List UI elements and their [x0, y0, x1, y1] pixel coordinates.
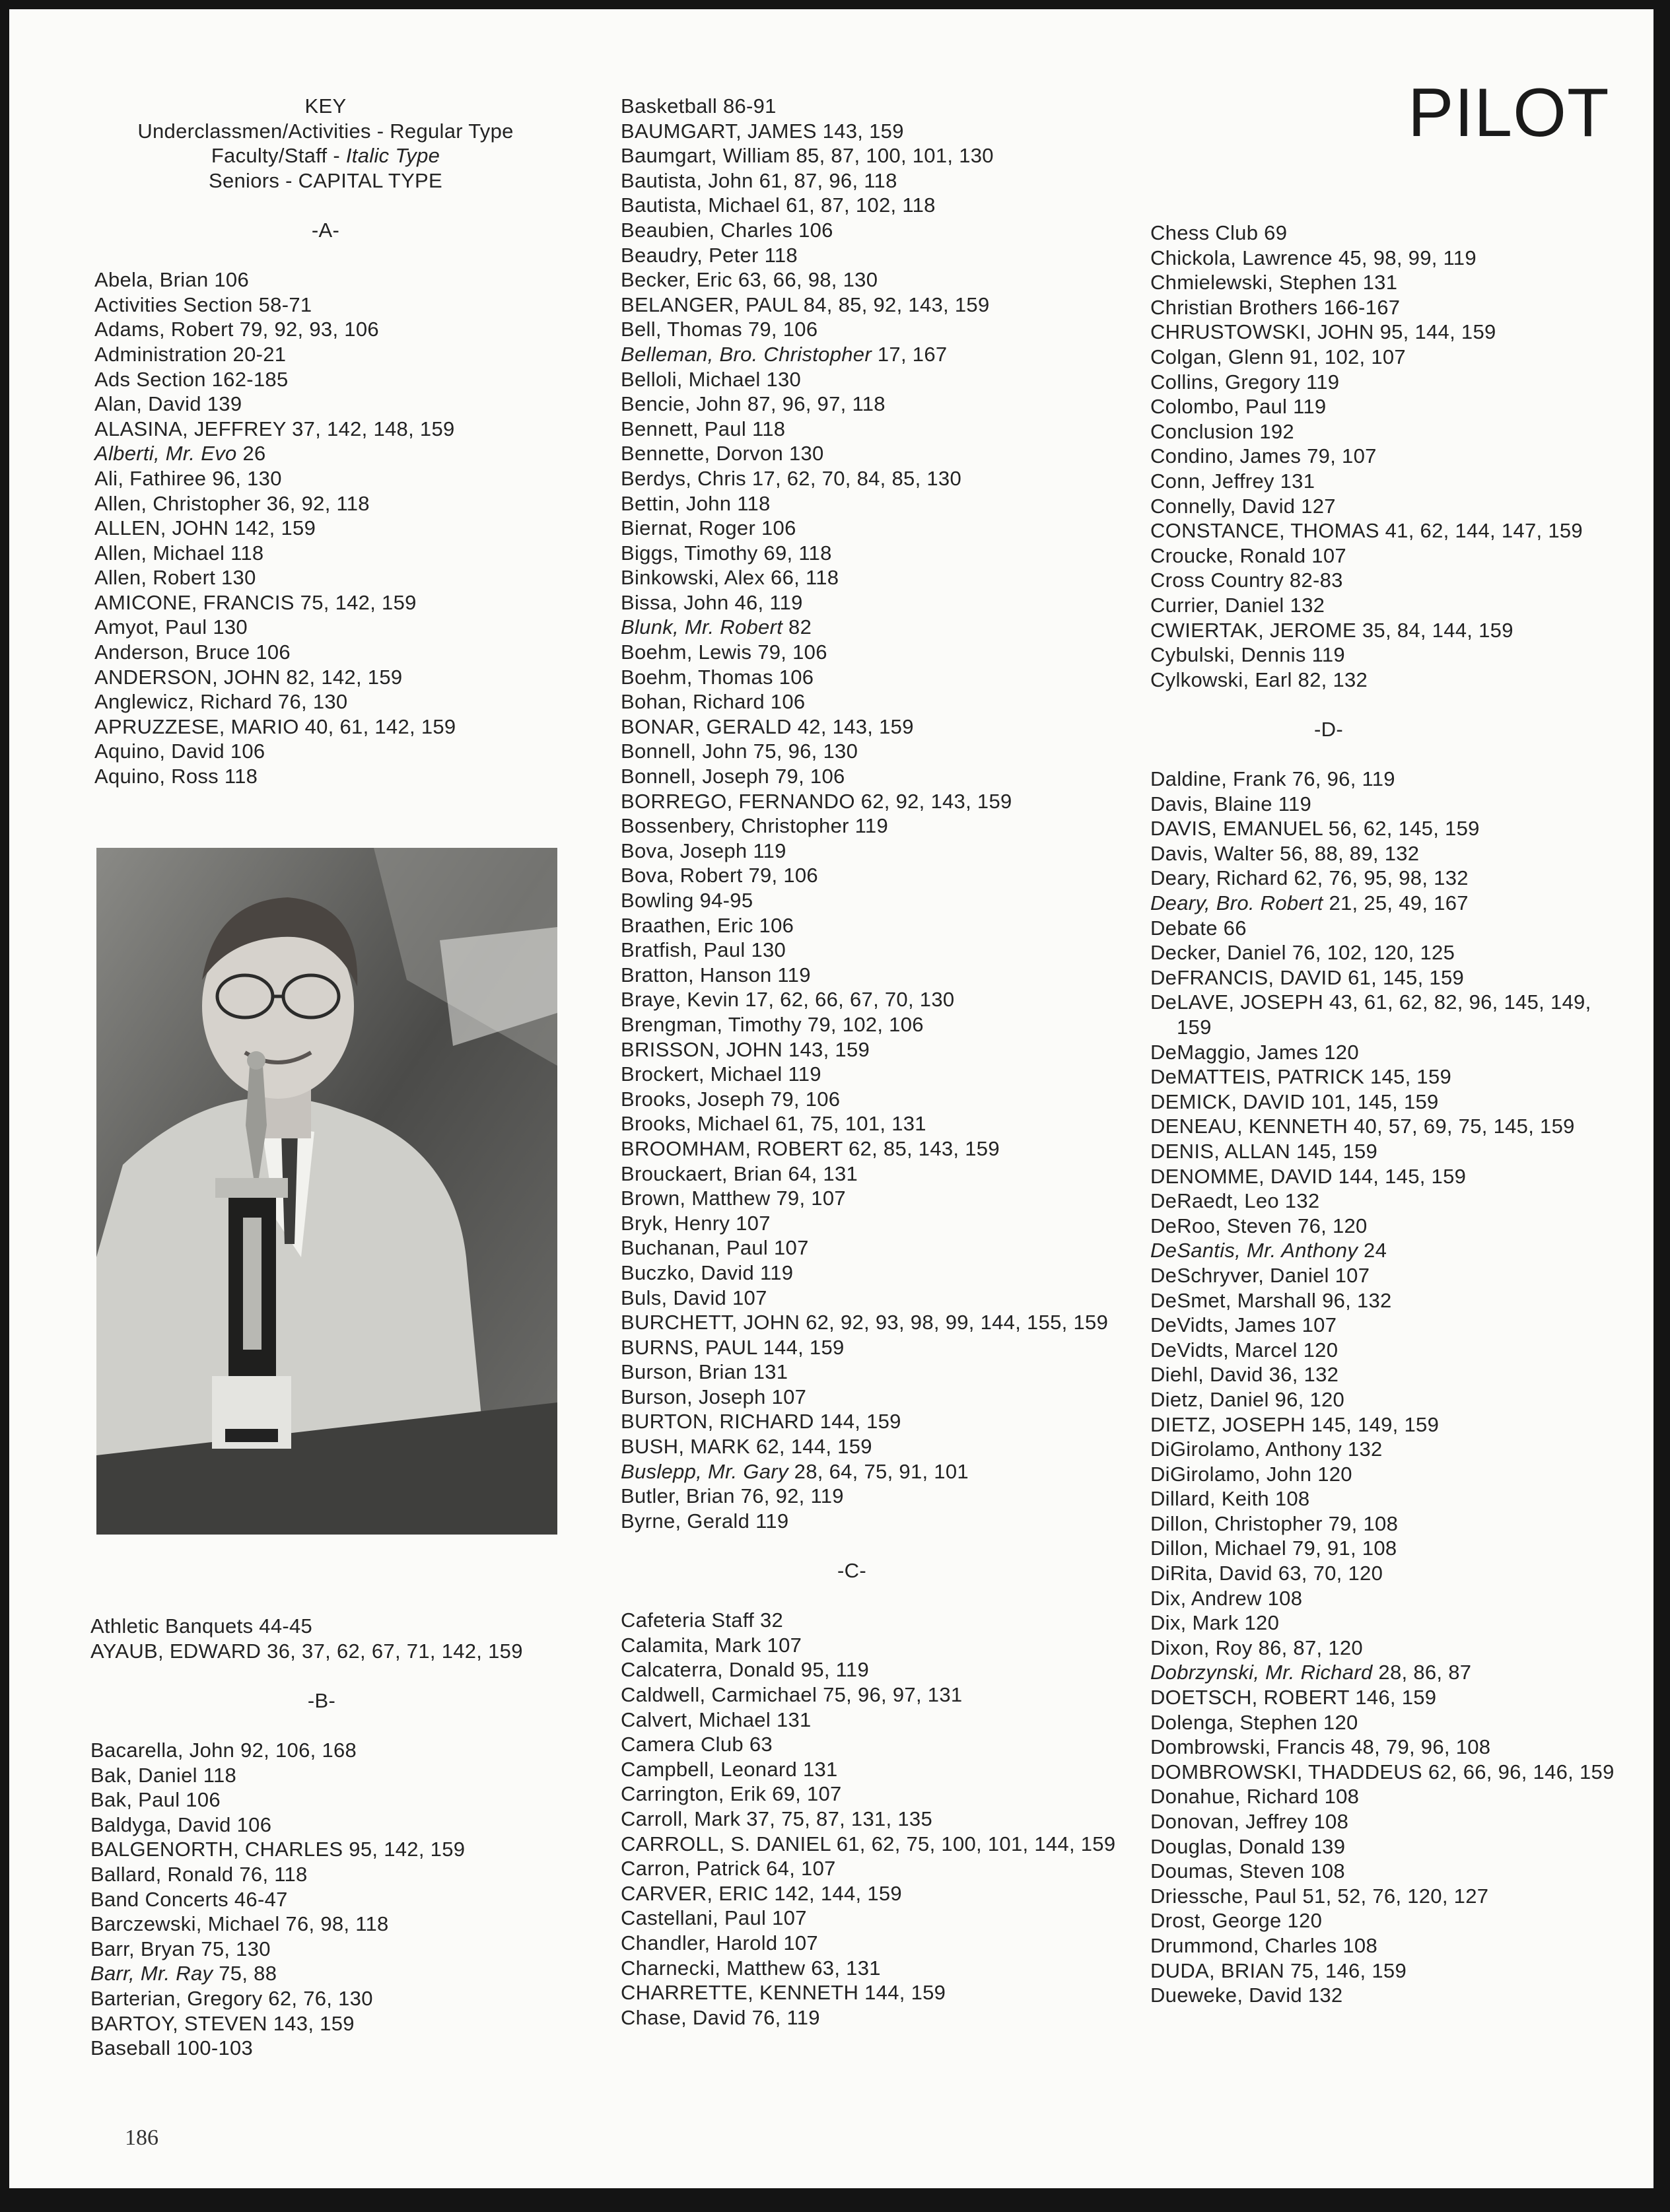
index-entry: Drost, George 120: [1150, 1909, 1323, 1933]
page-refs: 28, 86, 87: [1372, 1661, 1472, 1684]
index-entry: Dolenga, Stephen 120: [1150, 1710, 1358, 1734]
index-entry: CHARRETTE, KENNETH 144, 159: [621, 1981, 946, 2005]
index-entry: Dietz, Daniel 96, 120: [1150, 1387, 1345, 1411]
index-list-b: [90, 1738, 566, 2061]
index-entry: Brooks, Michael 61, 75, 101, 131: [621, 1112, 926, 1136]
index-entry: Cafeteria Staff 32: [621, 1608, 784, 1632]
index-entry: Athletic Banquets 44-45: [90, 1614, 313, 1638]
index-entry: Douglas, Donald 139: [1150, 1834, 1346, 1858]
index-entry: Bova, Joseph 119: [621, 839, 786, 862]
index-entry: Ballard, Ronald 76, 118: [90, 1862, 308, 1886]
index-entry: DENEAU, KENNETH 40, 57, 69, 75, 145, 159: [1150, 1115, 1575, 1138]
page-refs: 21, 25, 49, 167: [1323, 891, 1469, 915]
index-entry: Bak, Paul 106: [90, 1788, 221, 1812]
index-entry: Calamita, Mark 107: [621, 1633, 802, 1657]
index-entry: Conclusion 192: [1150, 419, 1294, 443]
index-entry: Anderson, Bruce 106: [94, 640, 291, 664]
index-entry: Chase, David 76, 119: [621, 2005, 820, 2029]
index-entry: DeRoo, Steven 76, 120: [1150, 1214, 1368, 1237]
key-line-faculty-label: Faculty/Staff -: [211, 144, 346, 168]
index-entry: CHRUSTOWSKI, JOHN 95, 144, 159: [1150, 320, 1496, 344]
index-entry: [1150, 891, 1626, 916]
index-entry: BRISSON, JOHN 143, 159: [621, 1037, 870, 1061]
index-list-a: [94, 267, 557, 788]
index-entry: Debate 66: [1150, 916, 1247, 940]
index-entry: BROOMHAM, ROBERT 62, 85, 143, 159: [621, 1136, 1000, 1160]
index-entry: DENIS, ALLAN 145, 159: [1150, 1139, 1378, 1163]
key-line-faculty: [94, 143, 557, 168]
index-entry: BORREGO, FERNANDO 62, 92, 143, 159: [621, 789, 1012, 813]
index-column-2: [621, 94, 1136, 2030]
index-entry: Croucke, Ronald 107: [1150, 543, 1346, 567]
index-entry: Abela, Brian 106: [94, 268, 250, 292]
index-entry: Chandler, Harold 107: [621, 1931, 818, 1954]
page-refs: 17, 167: [871, 342, 948, 366]
index-entry: Daldine, Frank 76, 96, 119: [1150, 767, 1395, 791]
index-entry: Binkowski, Alex 66, 118: [621, 566, 839, 590]
page-refs: 75, 88: [213, 1962, 277, 1986]
index-entry: Boehm, Thomas 106: [621, 665, 814, 689]
index-entry: Allen, Christopher 36, 92, 118: [94, 491, 370, 515]
index-entry: Chmielewski, Stephen 131: [1150, 271, 1398, 294]
index-entry: Davis, Blaine 119: [1150, 792, 1312, 815]
index-entry: Doumas, Steven 108: [1150, 1859, 1345, 1883]
index-entry: Bak, Daniel 118: [90, 1763, 237, 1787]
index-entry: Cross Country 82-83: [1150, 569, 1343, 592]
index-entry: APRUZZESE, MARIO 40, 61, 142, 159: [94, 714, 456, 738]
index-entry: Anglewicz, Richard 76, 130: [94, 690, 348, 714]
page-refs: 24: [1358, 1239, 1387, 1262]
faculty-name: Blunk, Mr. Robert: [621, 615, 783, 639]
index-entry: Amyot, Paul 130: [94, 615, 248, 639]
faculty-name: Deary, Bro. Robert: [1150, 891, 1323, 915]
index-entry: Ads Section 162-185: [94, 367, 289, 391]
index-entry: DeSchryver, Daniel 107: [1150, 1263, 1370, 1287]
index-entry: Bowling 94-95: [621, 889, 753, 912]
index-entry: Drummond, Charles 108: [1150, 1933, 1377, 1957]
index-entry: Bohan, Richard 106: [621, 690, 806, 714]
index-entry: Carrington, Erik 69, 107: [621, 1782, 842, 1806]
key-legend: [94, 94, 557, 193]
index-entry: Bonnell, Joseph 79, 106: [621, 765, 845, 788]
index-entry: Bell, Thomas 79, 106: [621, 318, 818, 341]
index-entry: Driessche, Paul 51, 52, 76, 120, 127: [1150, 1884, 1489, 1908]
index-entry: [621, 615, 1136, 640]
index-entry: [621, 342, 1136, 367]
index-entry: Chess Club 69: [1150, 221, 1288, 244]
index-entry: Band Concerts 46-47: [90, 1887, 288, 1911]
section-letter-a: -A-: [311, 218, 340, 242]
index-entry: Butler, Brian 76, 92, 119: [621, 1484, 844, 1508]
student-trophy-photo: [96, 848, 557, 1535]
index-entry: Bautista, John 61, 87, 96, 118: [621, 168, 897, 192]
index-entry: Dix, Mark 120: [1150, 1611, 1280, 1635]
faculty-name: DeSantis, Mr. Anthony: [1150, 1239, 1358, 1262]
index-entry: Berdys, Chris 17, 62, 70, 84, 85, 130: [621, 466, 962, 490]
index-entry: Currier, Daniel 132: [1150, 593, 1325, 617]
index-entry: Activities Section 58-71: [94, 293, 312, 316]
index-entry: Donovan, Jeffrey 108: [1150, 1810, 1349, 1833]
index-entry: Barterian, Gregory 62, 76, 130: [90, 1986, 373, 2010]
index-entry: Basketball 86-91: [621, 94, 777, 118]
index-entry: CONSTANCE, THOMAS 41, 62, 144, 147, 159: [1150, 519, 1583, 543]
index-entry: Biernat, Roger 106: [621, 516, 796, 540]
index-entry: Baldyga, David 106: [90, 1813, 272, 1836]
page-number: 186: [125, 2126, 158, 2150]
index-entry: Baumgart, William 85, 87, 100, 101, 130: [621, 144, 994, 168]
index-entry: Brouckaert, Brian 64, 131: [621, 1161, 858, 1185]
index-entry: DiRita, David 63, 70, 120: [1150, 1562, 1383, 1585]
index-list-d: [1150, 767, 1626, 2008]
index-entry: Barr, Bryan 75, 130: [90, 1937, 271, 1960]
index-entry: DeVidts, Marcel 120: [1150, 1338, 1339, 1362]
index-entry: Carron, Patrick 64, 107: [621, 1857, 836, 1881]
index-entry: Chickola, Lawrence 45, 98, 99, 119: [1150, 246, 1477, 269]
index-entry: [1150, 1238, 1626, 1263]
key-title: KEY: [304, 94, 347, 118]
index-entry: Colgan, Glenn 91, 102, 107: [1150, 345, 1406, 368]
index-column-3: [1150, 221, 1626, 2008]
index-entry: Aquino, Ross 118: [94, 765, 258, 788]
index-entry: Brengman, Timothy 79, 102, 106: [621, 1012, 924, 1036]
index-entry: ALLEN, JOHN 142, 159: [94, 516, 316, 540]
index-entry: Dixon, Roy 86, 87, 120: [1150, 1636, 1363, 1659]
index-entry: BURTON, RICHARD 144, 159: [621, 1410, 901, 1434]
index-entry: Bettin, John 118: [621, 491, 771, 515]
index-entry: Alan, David 139: [94, 392, 242, 416]
page-refs: 26: [236, 442, 266, 466]
index-entry: Brockert, Michael 119: [621, 1062, 821, 1086]
index-entry: BUSH, MARK 62, 144, 159: [621, 1435, 872, 1459]
index-entry: BARTOY, STEVEN 143, 159: [90, 2011, 355, 2035]
index-entry: DiGirolamo, John 120: [1150, 1462, 1352, 1486]
index-entry: DiGirolamo, Anthony 132: [1150, 1437, 1383, 1461]
index-entry: Ali, Fathiree 96, 130: [94, 466, 282, 490]
faculty-name: Barr, Mr. Ray: [90, 1962, 213, 1986]
index-entry: Bonnell, John 75, 96, 130: [621, 740, 858, 763]
index-entry: Buchanan, Paul 107: [621, 1236, 809, 1260]
index-entry: Adams, Robert 79, 92, 93, 106: [94, 318, 379, 341]
index-entry: Donahue, Richard 108: [1150, 1785, 1360, 1809]
index-entry: [1150, 1660, 1626, 1685]
index-entry: Dillon, Michael 79, 91, 108: [1150, 1537, 1397, 1560]
index-entry: DAVIS, EMANUEL 56, 62, 145, 159: [1150, 817, 1480, 841]
index-entry: Barczewski, Michael 76, 98, 118: [90, 1912, 389, 1936]
index-entry: [621, 1459, 1136, 1484]
key-line-faculty-italic: Italic Type: [345, 144, 440, 168]
index-entry: Condino, James 79, 107: [1150, 444, 1377, 468]
index-entry: DOETSCH, ROBERT 146, 159: [1150, 1686, 1437, 1710]
section-letter-b: -B-: [307, 1688, 336, 1712]
index-entry: Becker, Eric 63, 66, 98, 130: [621, 268, 878, 292]
index-entry: Bennett, Paul 118: [621, 417, 786, 440]
index-entry: Biggs, Timothy 69, 118: [621, 541, 832, 565]
index-entry: Buls, David 107: [621, 1286, 767, 1309]
index-entry: Brown, Matthew 79, 107: [621, 1187, 846, 1210]
index-entry: BURCHETT, JOHN 62, 92, 93, 98, 99, 144, 155, 159: [621, 1311, 1109, 1334]
index-entry: Administration 20-21: [94, 342, 287, 366]
index-entry: Bratton, Hanson 119: [621, 963, 811, 986]
index-list-c: [621, 1608, 1136, 2030]
index-entry: Beaudry, Peter 118: [621, 243, 798, 267]
index-entry: Cylkowski, Earl 82, 132: [1150, 668, 1368, 691]
index-entry: Bratfish, Paul 130: [621, 938, 786, 962]
section-letter-c: -C-: [837, 1559, 866, 1583]
index-entry: Dombrowski, Francis 48, 79, 96, 108: [1150, 1735, 1491, 1759]
index-entry: Colombo, Paul 119: [1150, 395, 1327, 419]
index-entry: Carroll, Mark 37, 75, 87, 131, 135: [621, 1807, 933, 1830]
index-entry: Bennette, Dorvon 130: [621, 442, 824, 466]
index-entry: Camera Club 63: [621, 1733, 773, 1756]
index-entry: ALASINA, JEFFREY 37, 142, 148, 159: [94, 417, 455, 440]
index-entry: DEMICK, DAVID 101, 145, 159: [1150, 1089, 1439, 1113]
index-entry: Decker, Daniel 76, 102, 120, 125: [1150, 941, 1455, 965]
index-entry: Byrne, Gerald 119: [621, 1509, 789, 1533]
index-entry: BELANGER, PAUL 84, 85, 92, 143, 159: [621, 293, 990, 316]
index-entry: Connelly, David 127: [1150, 494, 1336, 518]
index-entry: Bautista, Michael 61, 87, 102, 118: [621, 193, 936, 217]
key-line-underclassmen: Underclassmen/Activities - Regular Type: [137, 119, 514, 143]
index-entry: Charnecki, Matthew 63, 131: [621, 1956, 881, 1980]
index-entry: Deary, Richard 62, 76, 95, 98, 132: [1150, 866, 1469, 890]
index-entry: Diehl, David 36, 132: [1150, 1363, 1339, 1387]
index-entry: BONAR, GERALD 42, 143, 159: [621, 714, 914, 738]
page-refs: 28, 64, 75, 91, 101: [788, 1459, 969, 1483]
index-entry: Christian Brothers 166-167: [1150, 295, 1401, 319]
index-entry: ANDERSON, JOHN 82, 142, 159: [94, 665, 403, 689]
index-entry: Belloli, Michael 130: [621, 367, 802, 391]
index-entry: Castellani, Paul 107: [621, 1906, 807, 1930]
page-title: PILOT: [1408, 75, 1610, 151]
index-entry: CWIERTAK, JEROME 35, 84, 144, 159: [1150, 618, 1513, 642]
index-entry: Caldwell, Carmichael 75, 96, 97, 131: [621, 1683, 963, 1706]
index-entry: Braathen, Eric 106: [621, 913, 794, 937]
index-entry: Conn, Jeffrey 131: [1150, 469, 1315, 493]
index-entry: BALGENORTH, CHARLES 95, 142, 159: [90, 1838, 466, 1861]
index-entry: Beaubien, Charles 106: [621, 218, 833, 242]
index-entry: Allen, Michael 118: [94, 541, 264, 565]
index-entry: Allen, Robert 130: [94, 566, 256, 590]
index-entry: BAUMGART, JAMES 143, 159: [621, 119, 904, 143]
index-entry: CARROLL, S. DANIEL 61, 62, 75, 100, 101, 144, 159: [621, 1832, 1116, 1855]
index-entry: DeVidts, James 107: [1150, 1313, 1337, 1337]
index-entry: Calcaterra, Donald 95, 119: [621, 1658, 870, 1682]
index-entry: Burson, Joseph 107: [621, 1385, 807, 1408]
index-entry: CARVER, ERIC 142, 144, 159: [621, 1881, 902, 1905]
index-entry: AYAUB, EDWARD 36, 37, 62, 67, 71, 142, 159: [90, 1639, 523, 1663]
index-entry: Bacarella, John 92, 106, 168: [90, 1738, 357, 1762]
index-column-1-lower: [90, 1614, 566, 2061]
faculty-name: Buslepp, Mr. Gary: [621, 1459, 788, 1483]
index-entry: DUDA, BRIAN 75, 146, 159: [1150, 1958, 1407, 1982]
index-entry: DeMaggio, James 120: [1150, 1040, 1359, 1064]
index-entry: DeMATTEIS, PATRICK 145, 159: [1150, 1065, 1452, 1089]
index-entry: DeFRANCIS, DAVID 61, 145, 159: [1150, 965, 1465, 989]
index-list-b-continued: [621, 94, 1136, 1533]
index-entry: [94, 441, 557, 466]
index-entry: DeRaedt, Leo 132: [1150, 1189, 1320, 1213]
index-entry: Bissa, John 46, 119: [621, 590, 803, 614]
index-entry: Bova, Robert 79, 106: [621, 864, 818, 887]
index-entry: Bencie, John 87, 96, 97, 118: [621, 392, 886, 416]
index-entry: Aquino, David 106: [94, 740, 265, 763]
index-entry: DeLAVE, JOSEPH 43, 61, 62, 82, 96, 145, 149, 159: [1150, 990, 1591, 1039]
index-entry: Bryk, Henry 107: [621, 1211, 771, 1235]
index-entry: Dillon, Christopher 79, 108: [1150, 1511, 1399, 1535]
index-entry: Buczko, David 119: [621, 1261, 794, 1284]
index-entry: Brooks, Joseph 79, 106: [621, 1087, 841, 1111]
index-entry: Collins, Gregory 119: [1150, 370, 1340, 394]
index-entry: [90, 1961, 566, 1986]
faculty-name: Alberti, Mr. Evo: [94, 442, 237, 466]
faculty-name: Dobrzynski, Mr. Richard: [1150, 1661, 1373, 1684]
index-entry: Burson, Brian 131: [621, 1360, 788, 1384]
faculty-name: Belleman, Bro. Christopher: [621, 342, 872, 366]
index-column-1: [94, 94, 557, 789]
index-entry: AMICONE, FRANCIS 75, 142, 159: [94, 590, 417, 614]
index-entry: BURNS, PAUL 144, 159: [621, 1335, 845, 1359]
index-entry: Dillard, Keith 108: [1150, 1487, 1310, 1511]
index-entry: Braye, Kevin 17, 62, 66, 67, 70, 130: [621, 988, 955, 1012]
index-entry: Bossenbery, Christopher 119: [621, 814, 888, 838]
index-entry: Dix, Andrew 108: [1150, 1586, 1303, 1610]
index-entry: DeSmet, Marshall 96, 132: [1150, 1288, 1392, 1312]
index-entry: DIETZ, JOSEPH 145, 149, 159: [1150, 1412, 1440, 1436]
index-entry: Calvert, Michael 131: [621, 1708, 812, 1731]
index-entry: DENOMME, DAVID 144, 145, 159: [1150, 1164, 1467, 1188]
index-entry: Davis, Walter 56, 88, 89, 132: [1150, 841, 1420, 865]
index-list-c-continued: [1150, 221, 1626, 692]
key-line-seniors: Seniors - CAPITAL TYPE: [208, 168, 443, 192]
student-trophy-photo-illustration: [96, 848, 557, 1535]
index-list-a-continued: [90, 1614, 566, 1663]
index-entry: Boehm, Lewis 79, 106: [621, 640, 827, 664]
section-letter-d: -D-: [1314, 717, 1343, 741]
index-entry: Cybulski, Dennis 119: [1150, 643, 1345, 667]
yearbook-index-page: [9, 9, 1653, 2188]
index-entry: DOMBROWSKI, THADDEUS 62, 66, 96, 146, 159: [1150, 1760, 1615, 1783]
page-refs: 82: [783, 615, 812, 639]
index-entry: Campbell, Leonard 131: [621, 1757, 838, 1781]
index-entry: Baseball 100-103: [90, 2036, 254, 2060]
index-entry: Dueweke, David 132: [1150, 1984, 1343, 2007]
